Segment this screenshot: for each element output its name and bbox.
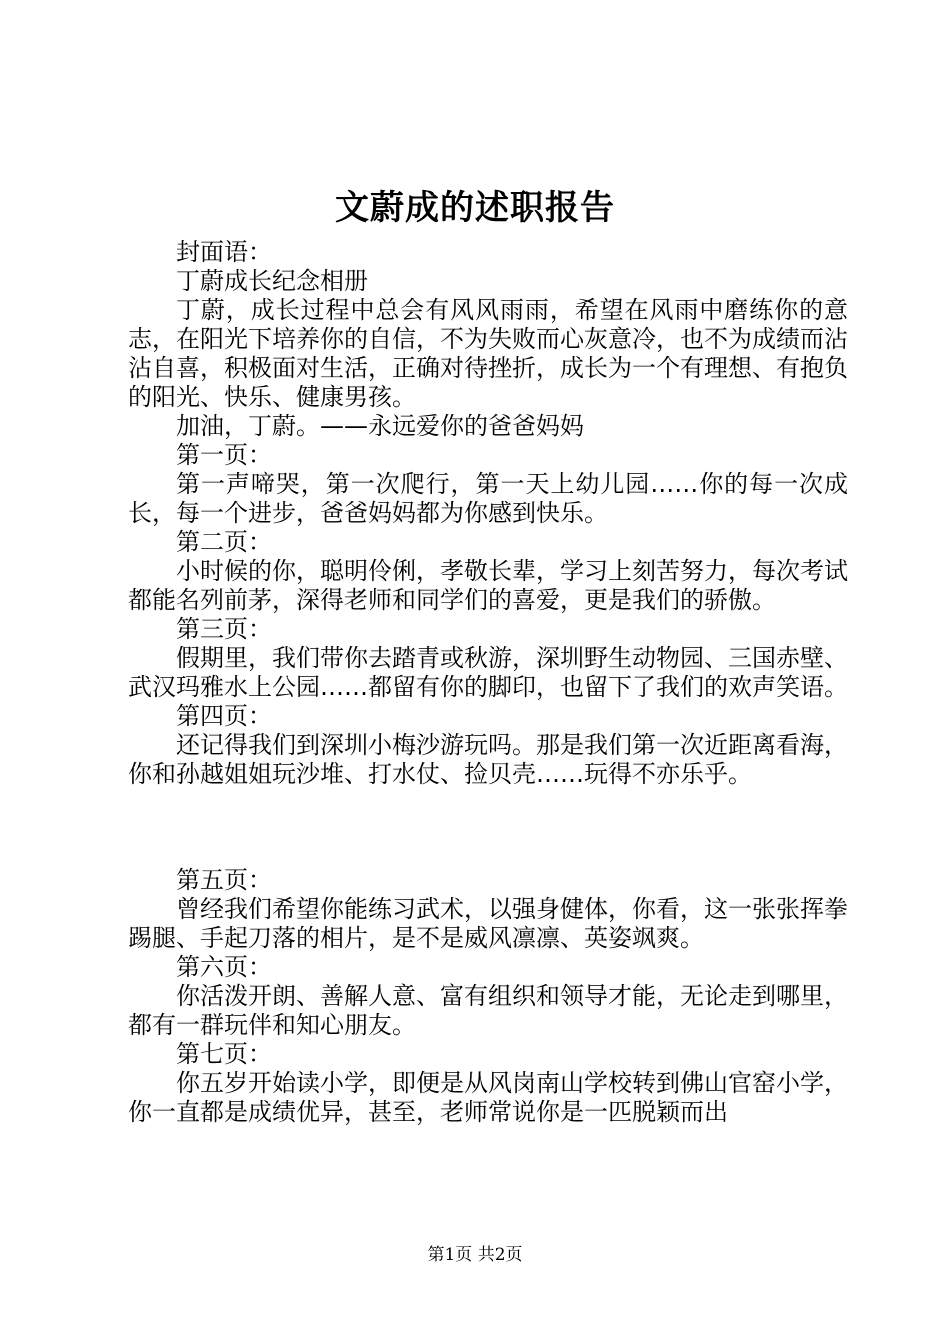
page-footer: 第1页 共2页 bbox=[427, 1245, 523, 1265]
blank-line bbox=[128, 813, 848, 842]
document-title: 文蔚成的述职报告 bbox=[335, 188, 615, 228]
body-paragraph: 你活泼开朗、善解人意、富有组织和领导才能，无论走到哪里，都有一群玩伴和知心朋友。 bbox=[128, 982, 848, 1039]
section-heading: 第二页： bbox=[176, 528, 272, 556]
section-heading: 第四页： bbox=[176, 702, 272, 730]
section-heading: 封面语： bbox=[176, 238, 272, 266]
body-paragraph: 第一声啼哭，第一次爬行，第一天上幼儿园……你的每一次成长，每一个进步，爸爸妈妈都为你感到快乐。 bbox=[128, 470, 848, 527]
body-paragraph: 丁蔚，成长过程中总会有风风雨雨，希望在风雨中磨练你的意志，在阳光下培养你的自信，不为失败而心灰意冷，也不为成绩而沾沾自喜，积极面对生活，正确对待挫折，成长为一个有理想、有抱负的阳光、快乐、健康男孩。 bbox=[128, 296, 848, 411]
section-heading: 第七页： bbox=[176, 1040, 272, 1068]
document-body bbox=[128, 238, 848, 1127]
body-paragraph: 假期里，我们带你去踏青或秋游，深圳野生动物园、三国赤壁、武汉玛雅水上公园……都留有你的脚印，也留下了我们的欢声笑语。 bbox=[128, 644, 848, 701]
section-heading: 第三页： bbox=[176, 615, 272, 643]
section-heading: 第一页： bbox=[176, 441, 272, 469]
section-heading: 第六页： bbox=[176, 953, 272, 981]
section-heading: 丁蔚成长纪念相册 bbox=[176, 267, 368, 295]
body-paragraph: 你五岁开始读小学，即便是从风岗南山学校转到佛山官窑小学，你一直都是成绩优异，甚至，老师常说你是一匹脱颖而出 bbox=[128, 1069, 848, 1126]
body-paragraph: 加油，丁蔚。——永远爱你的爸爸妈妈 bbox=[176, 412, 584, 440]
body-paragraph: 曾经我们希望你能练习武术，以强身健体，你看，这一张张挥拳踢腿、手起刀落的相片，是不是威风凛凛、英姿飒爽。 bbox=[128, 895, 848, 952]
body-paragraph: 还记得我们到深圳小梅沙游玩吗。那是我们第一次近距离看海，你和孙越姐姐玩沙堆、打水仗、捡贝壳……玩得不亦乐乎。 bbox=[128, 731, 848, 788]
body-paragraph: 小时候的你，聪明伶俐，孝敬长辈，学习上刻苦努力，每次考试都能名列前茅，深得老师和同学们的喜爱，更是我们的骄傲。 bbox=[128, 557, 848, 614]
section-heading: 第五页： bbox=[176, 866, 272, 894]
